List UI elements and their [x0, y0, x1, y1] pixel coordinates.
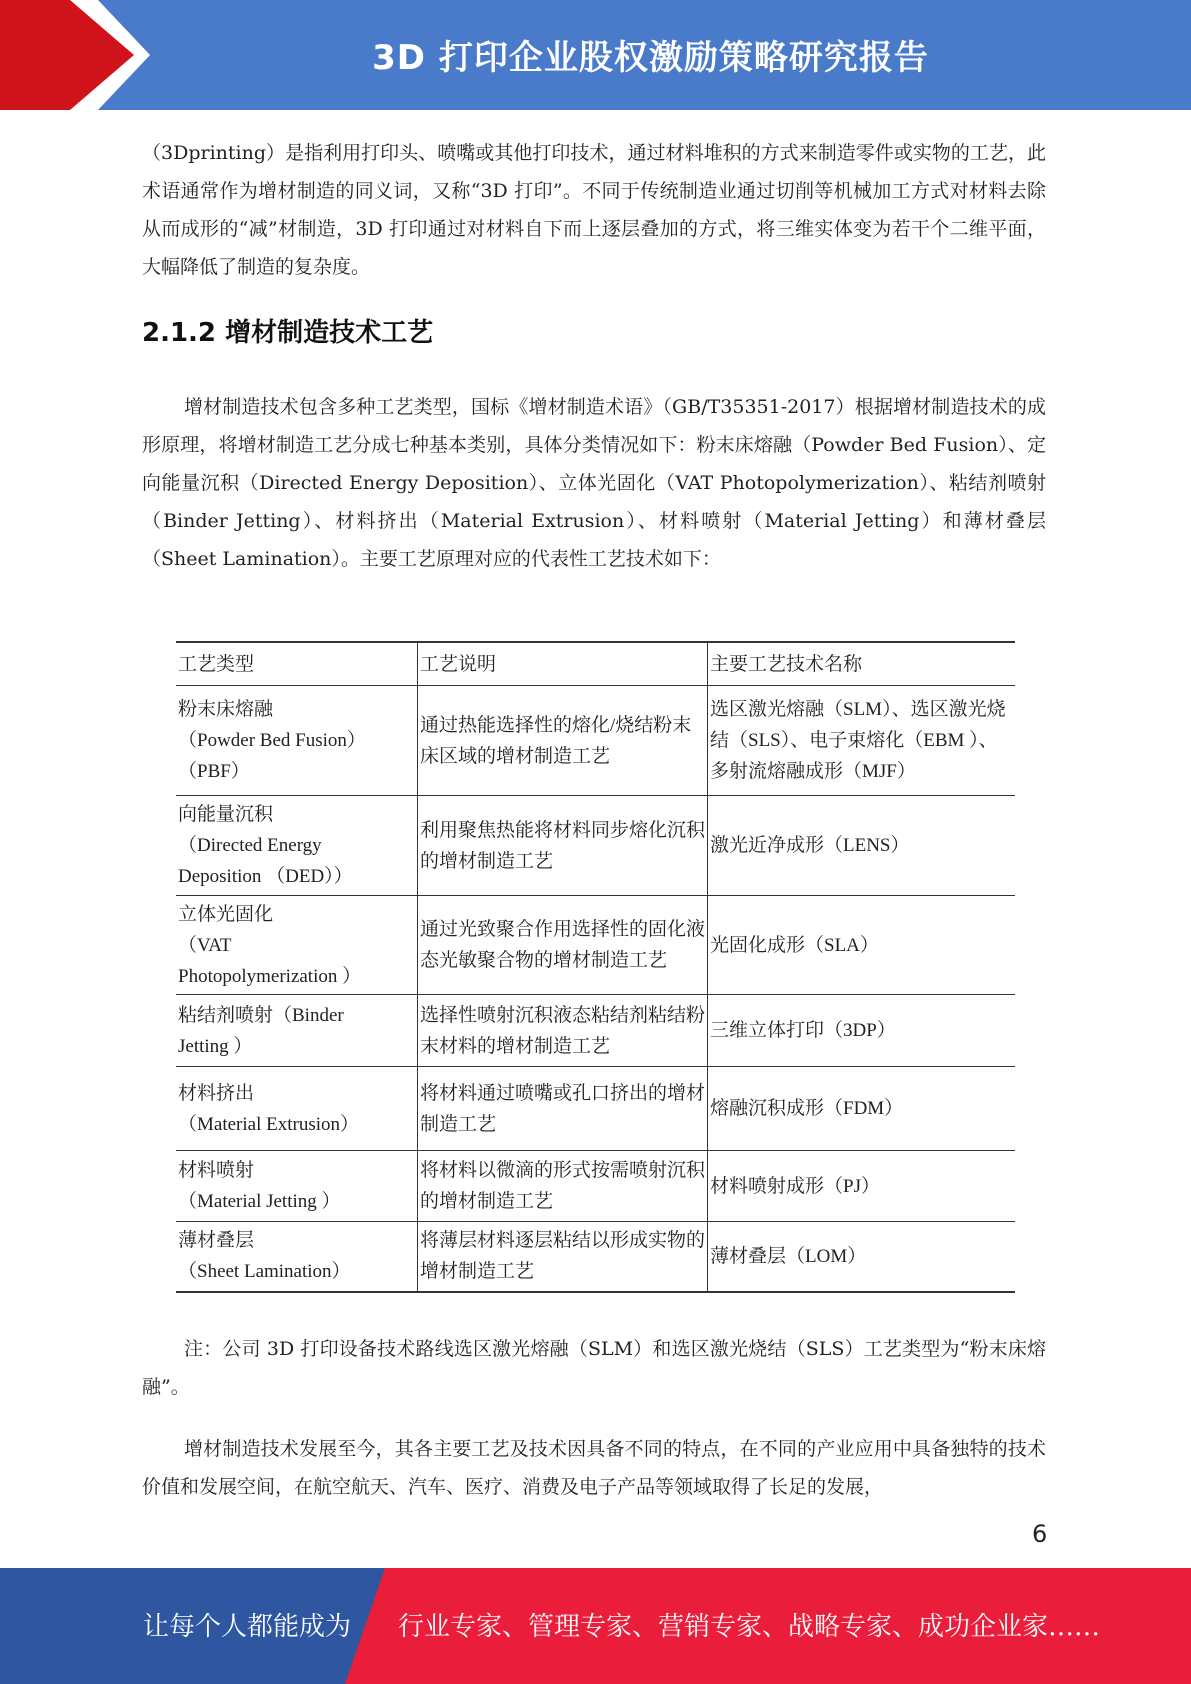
table-header-row — [176, 642, 1015, 686]
process-type-cell: 材料喷射 （Material Jetting ） — [176, 1151, 418, 1222]
table-row — [176, 995, 1015, 1067]
table-header-cell: 主要工艺技术名称 — [708, 642, 1016, 686]
footer-slogan-right: 行业专家、管理专家、营销专家、战略专家、成功企业家…… — [398, 1612, 1101, 1642]
table-header-cell: 工艺说明 — [418, 642, 708, 686]
process-desc-cell: 通过热能选择性的熔化/烧结粉末床区域的增材制造工艺 — [418, 686, 708, 796]
note-paragraph: 注：公司 3D 打印设备技术路线选区激光熔融（SLM）和选区激光烧结（SLS）工艺类型为“粉末床熔融”。 — [142, 1338, 1046, 1398]
footer-band — [0, 1568, 1191, 1684]
process-desc-cell: 将材料以微滴的形式按需喷射沉积的增材制造工艺 — [418, 1151, 708, 1222]
process-type-cell: 粘结剂喷射（Binder Jetting ） — [176, 995, 418, 1067]
process-tech-cell: 激光近净成形（LENS） — [708, 796, 1016, 896]
table-row — [176, 686, 1015, 796]
section-heading: 2.1.2 增材制造技术工艺 — [142, 318, 434, 348]
page-number: 6 — [1032, 1520, 1048, 1548]
process-tech-cell: 薄材叠层（LOM） — [708, 1222, 1016, 1292]
process-tech-cell: 三维立体打印（3DP） — [708, 995, 1016, 1067]
footer-slogan-left: 让每个人都能成为 — [143, 1612, 352, 1642]
process-paragraph: 增材制造技术包含多种工艺类型，国标《增材制造术语》（GB/T35351-2017）根据增材制造技术的成形原理，将增材制造工艺分成七种基本类别，具体分类情况如下：粉末床熔融（Powder Bed Fusion）、定向能量沉积（Directed Energy Deposition）、立体光固化（VAT Photopolymerization）、粘结剂喷射（Binder Jetting）、材料挤出（Material Extrusion）、材料喷射（Material Jetting）和薄材叠层（Sheet Lamination）。主要工艺原理对应的代表性工艺技术如下： — [142, 396, 1046, 570]
process-desc-cell: 选择性喷射沉积液态粘结剂粘结粉末材料的增材制造工艺 — [418, 995, 708, 1067]
process-desc-cell: 通过光致聚合作用选择性的固化液态光敏聚合物的增材制造工艺 — [418, 896, 708, 995]
table-row — [176, 1067, 1015, 1151]
table-row — [176, 1222, 1015, 1292]
table-row — [176, 896, 1015, 995]
table-row — [176, 1151, 1015, 1222]
development-paragraph: 增材制造技术发展至今，其各主要工艺及技术因具备不同的特点，在不同的产业应用中具备独特的技术价值和发展空间，在航空航天、汽车、医疗、消费及电子产品等领域取得了长足的发展， — [142, 1438, 1046, 1498]
process-type-cell: 薄材叠层 （Sheet Lamination） — [176, 1222, 418, 1292]
process-table — [176, 641, 1015, 1293]
process-type-cell: 向能量沉积 （Directed Energy Deposition （DED）） — [176, 796, 418, 896]
process-type-cell: 粉末床熔融 （Powder Bed Fusion） （PBF） — [176, 686, 418, 796]
intro-paragraph: （3Dprinting）是指利用打印头、喷嘴或其他打印技术，通过材料堆积的方式来制造零件或实物的工艺，此术语通常作为增材制造的同义词，又称“3D 打印”。不同于传统制造业通过切削等机械加工方式对材料去除从而成形的“减”材制造，3D 打印通过对材料自下而上逐层叠加的方式，将三维实体变为若干个二维平面，大幅降低了制造的复杂度。 — [142, 142, 1046, 278]
process-tech-cell: 材料喷射成形（PJ） — [708, 1151, 1016, 1222]
process-tech-cell: 选区激光熔融（SLM）、选区激光烧结（SLS）、电子束熔化（EBM ）、多射流熔融成形（MJF） — [708, 686, 1016, 796]
table-header-cell: 工艺类型 — [176, 642, 418, 686]
header-band — [0, 0, 1191, 110]
process-tech-cell: 光固化成形（SLA） — [708, 896, 1016, 995]
process-desc-cell: 将薄层材料逐层粘结以形成实物的增材制造工艺 — [418, 1222, 708, 1292]
process-desc-cell: 将材料通过喷嘴或孔口挤出的增材制造工艺 — [418, 1067, 708, 1151]
document-title: 3D 打印企业股权激励策略研究报告 — [372, 38, 929, 78]
process-desc-cell: 利用聚焦热能将材料同步熔化沉积的增材制造工艺 — [418, 796, 708, 896]
table-row — [176, 796, 1015, 896]
process-type-cell: 立体光固化 （VAT Photopolymerization ） — [176, 896, 418, 995]
process-tech-cell: 熔融沉积成形（FDM） — [708, 1067, 1016, 1151]
process-type-cell: 材料挤出 （Material Extrusion） — [176, 1067, 418, 1151]
